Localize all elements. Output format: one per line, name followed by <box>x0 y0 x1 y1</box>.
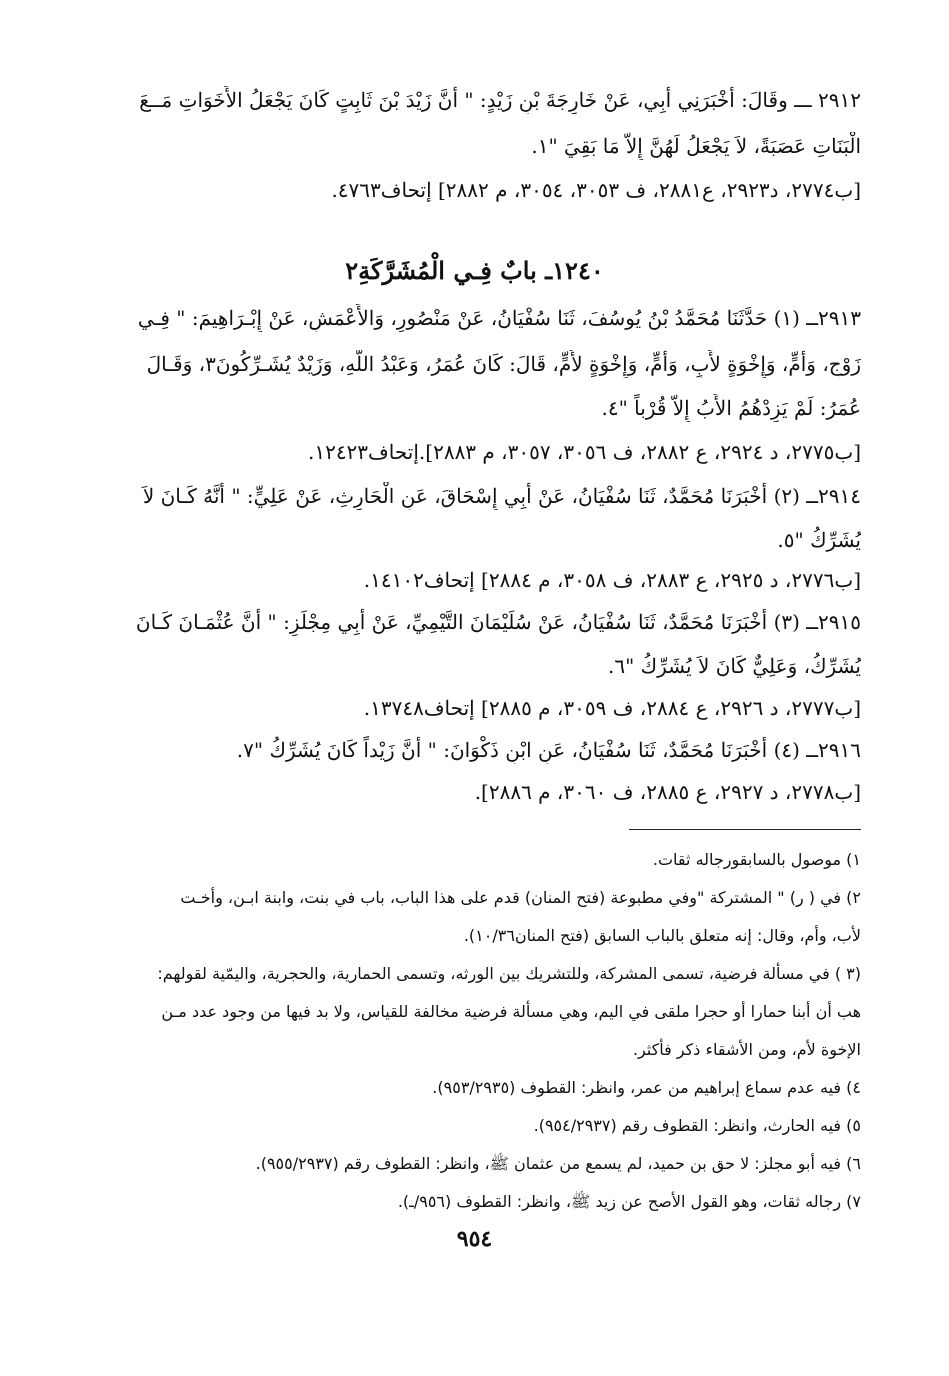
footnote-3-line-3: الإخوة لأم، ومن الأشقاء ذكر فأكثر. <box>632 1040 861 1059</box>
hadith-2916-line-1: ٢٩١٦ــ (٤) أَخْبَرَنَا مُحَمَّدٌ، ثَنَا سُفْيَانُ، عَنِ ابْنِ ذَكْوَانَ: " أَنَّ زَيْداً كَانَ يُشَرِّكُ "٧. <box>236 738 861 762</box>
hadith-2916-references: [ب٢٧٧٨، د ٢٩٢٧، ع ٢٨٨٥، ف ٣٠٦٠، م ٢٨٨٦]. <box>474 780 861 804</box>
footnote-6: ٦) فيه أبو مجلز: لا حق بن حميد، لم يسمع من عثمان ﷺ، وانظر: القطوف رقم (٩٥٥/٢٩٣٧). <box>255 1154 861 1173</box>
footnote-3-line-1: (٣ ) في مسألة فرضية، تسمى المشركة، وللتشريك بين الورثه، وتسمى الحمارية، والحجرية، واليمّية لقولهم: <box>157 964 861 983</box>
hadith-2915-line-1: ٢٩١٥ــ (٣) أَخْبَرَنَا مُحَمَّدٌ، ثَنَا سُفْيَانُ، عَنْ سُلَيْمَانَ التَّيْمِيِّ، عَنْ أَبِي مِجْلَزٍ: " أَنَّ عُثْمَـانَ كَـانَ <box>135 610 861 634</box>
footnote-7: ٧) رجاله ثقات، وهو القول الأصح عن زيد ﷺ، وانظر: القطوف (٩٥٦/ـ). <box>397 1192 861 1211</box>
footnote-3-line-2: هب أن أبنا حمارا أو حجرا ملقى في اليم، وهي مسألة فرضية مخالفة للقياس، ولا بد فيها من وجود عدد مـن <box>161 1002 861 1021</box>
hadith-2914-line-1: ٢٩١٤ــ (٢) أَخْبَرَنَا مُحَمَّدٌ، ثَنَا سُفْيَانُ، عَنْ أَبِي إِسْحَاقَ، عَنِ الْحَارِثِ، عَنْ عَلِيٍّ: " أَنَّهُ كَـانَ لاَ <box>142 484 861 508</box>
footnote-5: ٥) فيه الحارث، وانظر: القطوف رقم (٩٥٤/٢٩٣٧). <box>533 1116 861 1135</box>
footnote-separator <box>629 829 861 830</box>
hadith-2915-line-2: يُشَرِّكُ، وَعَلِيٌّ كَانَ لاَ يُشَرِّكُ "٦. <box>608 654 861 678</box>
hadith-2912-line-1: ٢٩١٢ ـــ وقَالَ: أَخْبَرَنِي أَبِي، عَنْ خَارِجَةَ بْنِ زَيْدٍ: " أَنَّ زَيْدَ بْنَ ثَابِتٍ كَانَ يَجْعَلُ الأَخَوَاتِ مَــعَ <box>139 88 861 112</box>
hadith-2913-line-3: عُمَرُ: لَمْ يَزِدْهُمُ الأَبُ إِلاَّ قُرْباً "٤. <box>601 396 861 420</box>
footnote-4: ٤) فيه عدم سماع إبراهيم من عمر، وانظر: القطوف (٩٥٣/٢٩٣٥). <box>432 1078 861 1097</box>
hadith-2912-references: [ب٢٧٧٤، د٢٩٢٣، ع٢٨٨١، ف ٣٠٥٣، ٣٠٥٤، م ٢٨٨٢] إتحاف٤٧٦٣. <box>331 178 861 202</box>
footnote-1: ١) موصول بالسابقورجاله ثقات. <box>652 850 861 869</box>
hadith-2913-line-2: زَوْجٍ، وَأُمٍّ، وَإِخْوَةٍ لأَبٍ، وَأُمٍّ، وَإِخْوَةٍ لأُمٍّ، قَالَ: كَانَ عُمَرُ، وَعَبْدُ اللَّهِ، وَزَيْدٌ يُشَـرِّكُونَ٣، وَقَـالَ <box>146 352 861 376</box>
hadith-2914-line-2: يُشَرِّكُ "٥. <box>777 528 861 552</box>
hadith-2912-line-2: الْبَنَاتِ عَصَبَةً، لاَ يَجْعَلُ لَهُنَّ إِلاَّ مَا بَقِيَ "١. <box>531 134 861 158</box>
hadith-2913-references: [ب٢٧٧٥، د ٢٩٢٤، ع ٢٨٨٢، ف ٣٠٥٦، ٣٠٥٧، م ٢٨٨٣].إتحاف١٢٤٢٣. <box>307 440 861 464</box>
hadith-2914-references: [ب٢٧٧٦، د ٢٩٢٥، ع ٢٨٨٣، ف ٣٠٥٨، م ٢٨٨٤] إتحاف١٤١٠٢. <box>363 568 861 592</box>
footnote-2-line-1: ٢) في ( ر) " المشتركة "وفي مطبوعة (فتح المنان) قدم على هذا الباب، باب في بنت، وابنة ابـن، وأخـت <box>180 888 861 907</box>
page-number: ٩٥٤ <box>456 1226 493 1252</box>
chapter-heading: ١٢٤٠ـ بابٌ فِـي الْمُشَرَّكَةِ٢ <box>345 256 604 285</box>
hadith-2915-references: [ب٢٧٧٧، د ٢٩٢٦، ع ٢٨٨٤، ف ٣٠٥٩، م ٢٨٨٥] إتحاف١٣٧٤٨. <box>363 696 861 720</box>
footnote-2-line-2: لأب، وأم، وقال: إنه متعلق بالباب السابق (فتح المنان١٠/٣٦). <box>463 926 861 945</box>
hadith-2913-line-1: ٢٩١٣ــ (١) حَدَّثَنَا مُحَمَّدُ بْنُ يُوسُفَ، ثَنَا سُفْيَانُ، عَنْ مَنْصُورٍ، وَالأَعْمَشِ، عَنْ إِبْـرَاهِيمَ: " فِـي <box>137 306 861 330</box>
